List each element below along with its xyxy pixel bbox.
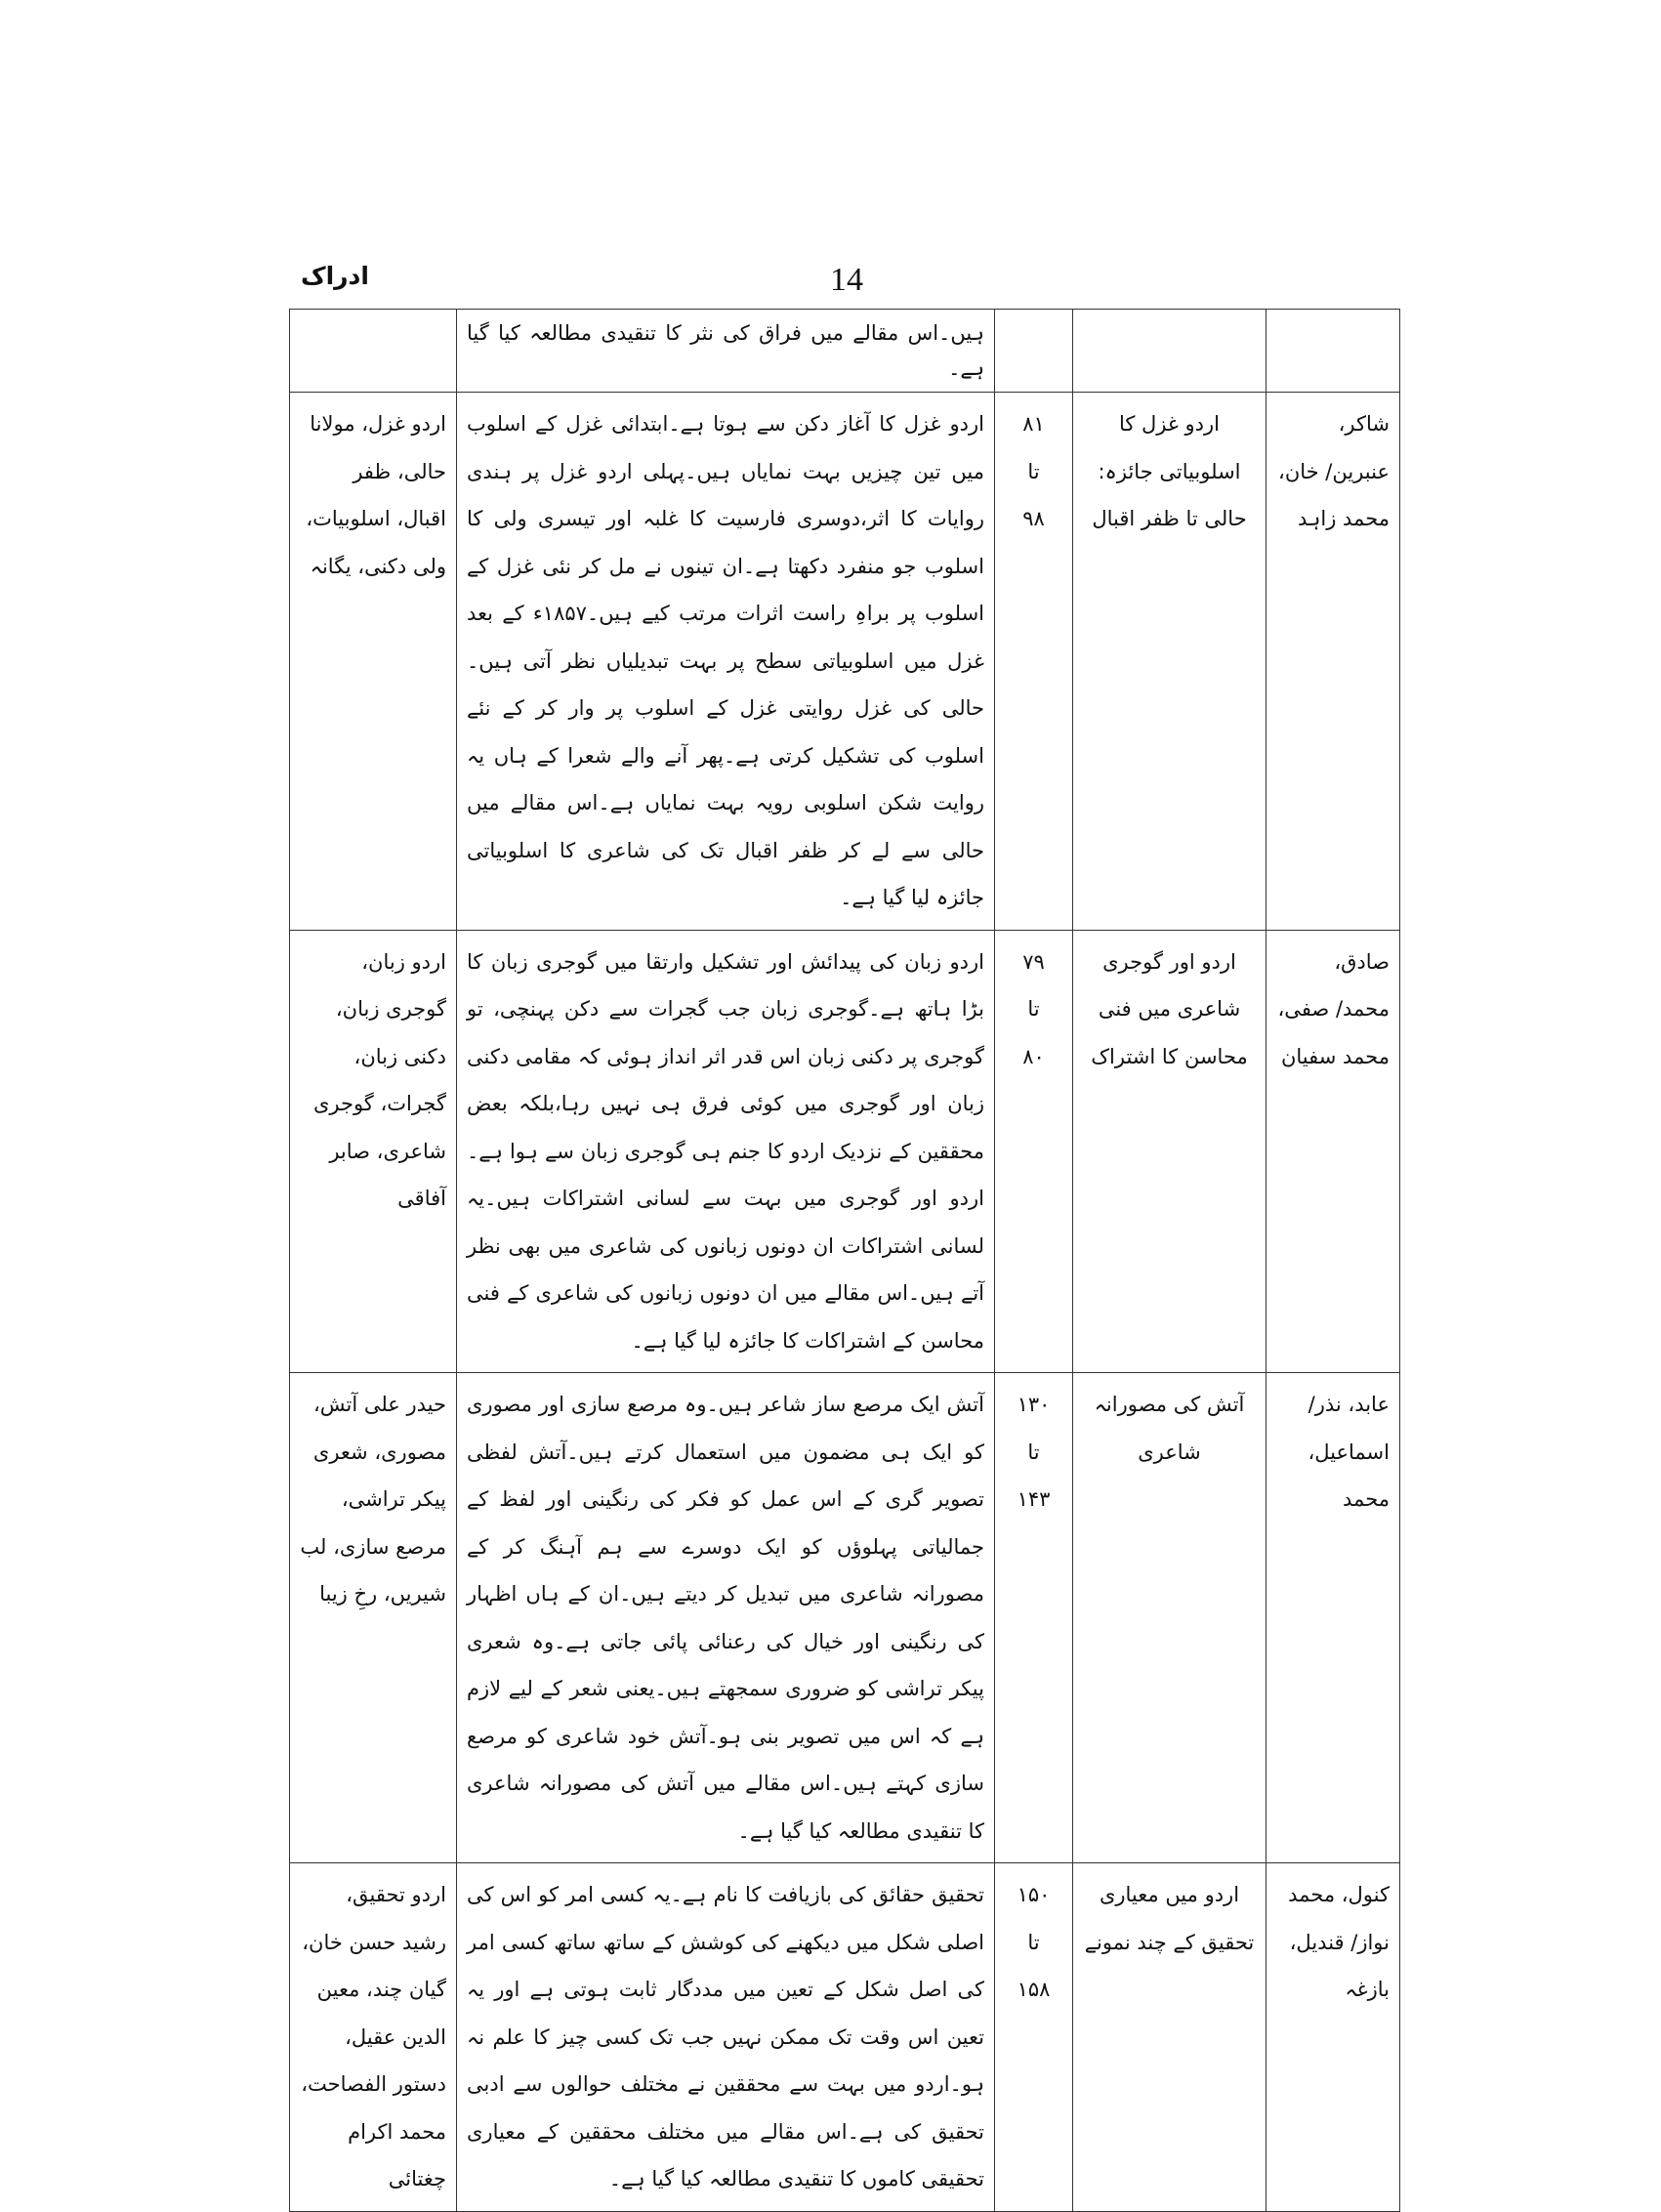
author-cell: عابد، نذر/ اسماعیل، محمد xyxy=(1267,1373,1400,1863)
table-row xyxy=(290,393,1400,931)
page-start: ۱۳۰ xyxy=(1017,1393,1051,1416)
keywords-cell: اردو تحقیق، رشید حسن خان، گیان چند، معین الدین عقیل، دستور الفصاحت، محمد اکرام چغتائی xyxy=(290,1863,457,2212)
table-row xyxy=(290,1373,1400,1863)
title-cell: اردو غزل کا اسلوبیاتی جائزہ: حالی تا ظفر اقبال xyxy=(1073,393,1267,931)
table-row xyxy=(290,310,1400,393)
table-row xyxy=(290,930,1400,1373)
summary-cell: اردو زبان کی پیدائش اور تشکیل وارتقا میں گوجری زبان کا بڑا ہاتھ ہے۔گوجری زبان جب گجرات سے دکن پہنچی، تو گوجری پر دکنی زبان اس قدر اثر انداز ہوئی کہ مقامی دکنی زبان اور گوجری میں کوئی فرق ہی نہیں رہا،بلکہ بعض محققین کے نزدیک اردو کا جنم ہی گوجری زبان سے ہوا ہے۔اردو اور گوجری میں بہت سے لسانی اشتراکات ہیں۔یہ لسانی اشتراکات ان دونوں زبانوں کی شاعری میں بھی نظر آتے ہیں۔اس مقالے میں ان دونوں زبانوں کی شاعری کے فنی محاسن کے اشتراکات کا جائزہ لیا گیا ہے۔ xyxy=(457,930,995,1373)
keywords-cell: اردو غزل، مولانا حالی، ظفر اقبال، اسلوبیات، ولی دکنی، یگانہ xyxy=(290,393,457,931)
page-start: ۱۵۰ xyxy=(1017,1883,1051,1906)
title-cell: اردو اور گوجری شاعری میں فنی محاسن کا اشتراک xyxy=(1073,930,1267,1373)
title-cell: اردو میں معیاری تحقیق کے چند نمونے xyxy=(1073,1863,1267,2212)
pages-cell xyxy=(995,1373,1073,1863)
journal-title: ادراک xyxy=(301,262,369,290)
keywords-cell: اردو زبان، گوجری زبان، دکنی زبان، گجرات، گوجری شاعری، صابر آفاقی xyxy=(290,930,457,1373)
page-range-word: تا xyxy=(1027,997,1040,1021)
page-range-word: تا xyxy=(1027,459,1040,483)
articles-table xyxy=(289,309,1400,2212)
pages-cell xyxy=(995,310,1073,393)
page-end: ۱۵۸ xyxy=(1017,1978,1051,2001)
page-end: ۹۸ xyxy=(1022,507,1045,530)
keywords-cell: حیدر علی آتش، مصوری، شعری پیکر تراشی، مرصع سازی، لب شیریں، رخِ زیبا xyxy=(290,1373,457,1863)
page-end: ۱۴۳ xyxy=(1017,1487,1051,1511)
pages-cell xyxy=(995,930,1073,1373)
keywords-cell xyxy=(290,310,457,393)
author-cell xyxy=(1267,310,1400,393)
summary-cell: آتش ایک مرصع ساز شاعر ہیں۔وہ مرصع سازی اور مصوری کو ایک ہی مضمون میں استعمال کرتے ہیں۔آتش لفظی تصویر گری کے اس عمل کو فکر کی رنگینی اور لفظ کے جمالیاتی پہلوؤں کو ایک دوسرے سے ہم آہنگ کر کے مصورانہ شاعری میں تبدیل کر دیتے ہیں۔ان کے ہاں اظہار کی رنگینی اور خیال کی رعنائی پائی جاتی ہے۔وہ شعری پیکر تراشی کو ضروری سمجھتے ہیں۔یعنی شعر کے لیے لازم ہے کہ اس میں تصویر بنی ہو۔آتش خود شاعری کو مرصع سازی کہتے ہیں۔اس مقالے میں آتش کی مصورانہ شاعری کا تنقیدی مطالعہ کیا گیا ہے۔ xyxy=(457,1373,995,1863)
author-cell: صادق، محمد/ صفی، محمد سفیان xyxy=(1267,930,1400,1373)
page-number: 14 xyxy=(830,262,863,298)
author-cell: کنول، محمد نواز/ قندیل، بازغہ xyxy=(1267,1863,1400,2212)
table-row xyxy=(290,1863,1400,2212)
page-end: ۸۰ xyxy=(1022,1044,1045,1068)
title-cell xyxy=(1073,310,1267,393)
page-range-word: تا xyxy=(1027,1440,1040,1464)
summary-cell: تحقیق حقائق کی بازیافت کا نام ہے۔یہ کسی امر کو اس کی اصلی شکل میں دیکھنے کی کوشش کے ساتھ ساتھ کسی امر کی اصل شکل کے تعین میں مددگار ثابت ہوتی ہے اور یہ تعین اس وقت تک ممکن نہیں جب تک کسی چیز کا علم نہ ہو۔اردو میں بہت سے محققین نے مختلف حوالوں سے ادبی تحقیق کی ہے۔اس مقالے میں مختلف محققین کے معیاری تحقیقی کاموں کا تنقیدی مطالعہ کیا گیا ہے۔ xyxy=(457,1863,995,2212)
pages-cell xyxy=(995,393,1073,931)
pages-cell xyxy=(995,1863,1073,2212)
summary-cell: اردو غزل کا آغاز دکن سے ہوتا ہے۔ابتدائی غزل کے اسلوب میں تین چیزیں بہت نمایاں ہیں۔پہلی اردو غزل پر ہندی روایات کا اثر،دوسری فارسیت کا غلبہ اور تیسری ولی کا اسلوب جو منفرد دکھتا ہے۔ان تینوں نے مل کر نئی غزل کے اسلوب پر براہِ راست اثرات مرتب کیے ہیں۔۱۸۵۷ء کے بعد غزل میں اسلوبیاتی سطح پر بہت تبدیلیاں نظر آتی ہیں۔حالی کی غزل روایتی غزل کے اسلوب پر وار کر کے نئے اسلوب کی تشکیل کرتی ہے۔پھر آنے والے شعرا کے ہاں یہ روایت شکن اسلوبی رویہ بہت نمایاں ہے۔اس مقالے میں حالی سے لے کر ظفر اقبال تک کی شاعری کا اسلوبیاتی جائزہ لیا گیا ہے۔ xyxy=(457,393,995,931)
page-start: ۸۱ xyxy=(1022,412,1045,436)
author-cell: شاکر، عنبرین/ خان، محمد زاہد xyxy=(1267,393,1400,931)
page-start: ۷۹ xyxy=(1022,949,1045,974)
page-range-word: تا xyxy=(1027,1930,1040,1954)
summary-cell: ہیں۔اس مقالے میں فراق کی نثر کا تنقیدی مطالعہ کیا گیا ہے۔ xyxy=(457,310,995,393)
title-cell: آتش کی مصورانہ شاعری xyxy=(1073,1373,1267,1863)
